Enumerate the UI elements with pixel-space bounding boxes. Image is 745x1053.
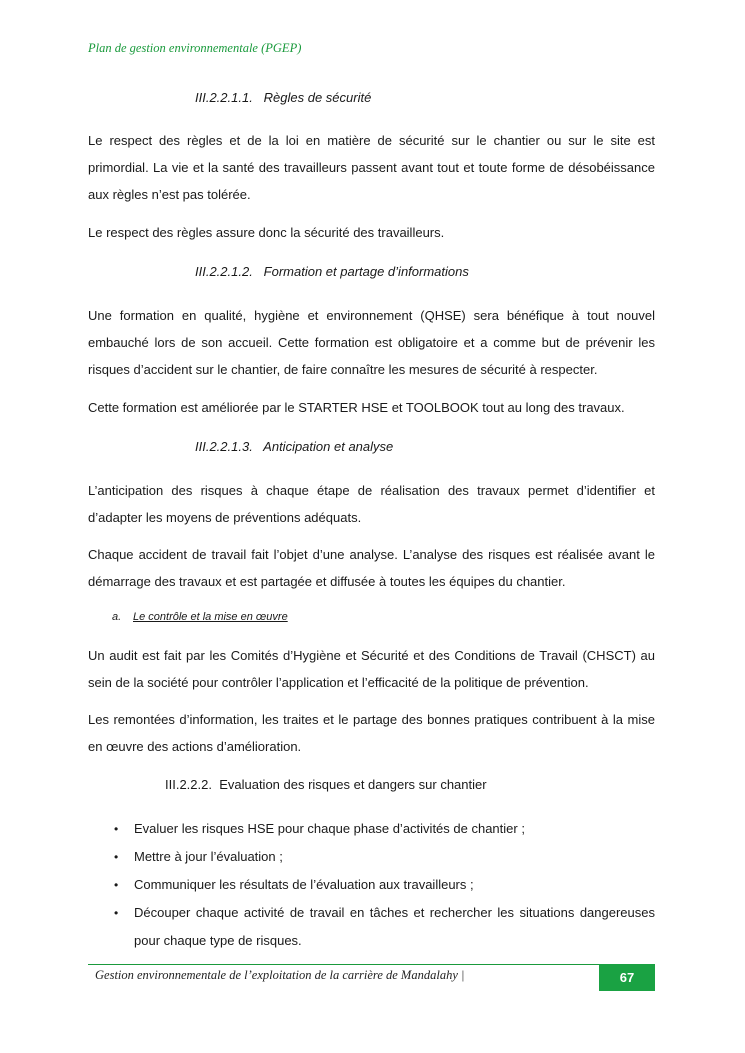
subheading-controle (112, 611, 288, 623)
bullet-icon: • (114, 878, 119, 892)
list-item-text: Découper chaque activité de travail en tâches et rechercher les situations dangereuses pour chaque type de risques. (134, 905, 655, 948)
footer-divider (88, 964, 655, 965)
list-item-text: Communiquer les résultats de l’évaluation aux travailleurs ; (134, 877, 474, 892)
bullet-icon: • (114, 822, 119, 836)
paragraph-regles-2: Le respect des règles assure donc la sécurité des travailleurs. (88, 225, 445, 240)
heading-regles-securite: III.2.2.1.1. Règles de sécurité (195, 90, 372, 105)
bullet-icon: • (114, 850, 119, 864)
page-number: 67 (599, 964, 655, 991)
paragraph-controle-1: Un audit est fait par les Comités d’Hygiène et Sécurité et des Conditions de Travail (CHSCT) au sein de la société pour contrôler l’application et l’efficacité de la politique de prévention. (88, 648, 655, 691)
footer-text: Gestion environnementale de l’exploitation de la carrière de Mandalahy | (95, 968, 465, 982)
paragraph-anticipation-1: L’anticipation des risques à chaque étape de réalisation des travaux permet d’identifier et d’adapter les moyens de préventions adéquats. (88, 483, 655, 526)
list-item-text: Mettre à jour l’évaluation ; (134, 849, 283, 864)
bullet-list (110, 815, 655, 955)
list-item (110, 815, 655, 843)
bullet-icon: • (114, 906, 119, 920)
list-item-text: Evaluer les risques HSE pour chaque phase d’activités de chantier ; (134, 821, 525, 836)
paragraph-anticipation-2: Chaque accident de travail fait l’objet d’une analyse. L’analyse des risques est réalisée avant le démarrage des travaux et est partagée et diffusée à toutes les équipes du chantier. (88, 547, 655, 590)
paragraph-controle-2: Les remontées d’information, les traites et le partage des bonnes pratiques contribuent à la mise en œuvre des actions d’amélioration. (88, 712, 655, 755)
heading-evaluation-risques: III.2.2.2. Evaluation des risques et dangers sur chantier (165, 777, 487, 792)
heading-formation: III.2.2.1.2. Formation et partage d’informations (195, 264, 469, 279)
paragraph-formation-1: Une formation en qualité, hygiène et environnement (QHSE) sera bénéfique à tout nouvel embauché lors de son accueil. Cette formation est obligatoire et a comme but de prévenir les risques d’accident sur le chantier, de faire connaître les mesures de sécurité à respecter. (88, 308, 655, 378)
subheading-label: a. (112, 611, 122, 623)
list-item (110, 871, 655, 899)
running-header: Plan de gestion environnementale (PGEP) (88, 41, 302, 55)
heading-anticipation: III.2.2.1.3. Anticipation et analyse (195, 439, 394, 454)
list-item (110, 843, 655, 871)
subheading-text: Le contrôle et la mise en œuvre (133, 611, 288, 623)
list-item (110, 899, 655, 955)
paragraph-formation-2: Cette formation est améliorée par le STARTER HSE et TOOLBOOK tout au long des travaux. (88, 400, 625, 415)
paragraph-regles-1: Le respect des règles et de la loi en matière de sécurité sur le chantier ou sur le site est primordial. La vie et la santé des travailleurs passent avant tout et toute forme de désobéissance aux règles n’est pas tolérée. (88, 133, 655, 203)
